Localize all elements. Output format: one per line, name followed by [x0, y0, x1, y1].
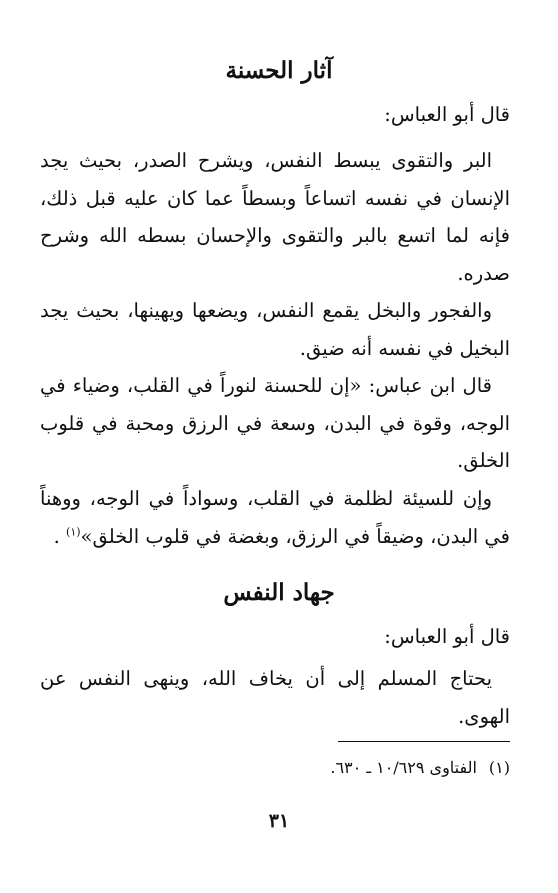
section-1-paragraph-2: والفجور والبخل يقمع النفس، ويضعها ويهينها، بحيث يجد البخيل في نفسه أنه ضيق. [40, 299, 510, 360]
paragraph-4-text: وإن للسيئة لظلمة في القلب، وسواداً في الوجه، ووهناً في البدن، وضيقاً في الرزق، وبغضة في قلوب الخلق» [40, 487, 510, 548]
footnote-number: (١) [488, 758, 510, 777]
section-1-paragraph-3: قال ابن عباس: «إن للحسنة لنوراً في القلب، وضياء في الوجه، وقوة في البدن، وسعة في الرزق ومحبة في قلوب الخلق. [40, 374, 510, 472]
footnote-marker: (١) [66, 525, 81, 538]
section-title-jihad-al-nafs: جهاد النفس [223, 579, 335, 606]
section-1-intro: قال أبو العباس: [384, 103, 510, 126]
section-2-intro: قال أبو العباس: [384, 625, 510, 648]
footnote-text: الفتاوى ١٠/٦٢٩ ـ ٦٣٠. [330, 758, 477, 777]
section-1-paragraph-1: البر والتقوى يبسط النفس، ويشرح الصدر، بحيث يجد الإنسان في نفسه اتساعاً وبسطاً عما كان عليه قبل ذلك، فإنه لما اتسع بالبر والتقوى والإحسان بسطه الله وشرح صدره. [40, 149, 510, 285]
section-1-paragraph-4 [40, 480, 510, 555]
footnote [60, 756, 510, 780]
paragraph-4-closing: . [53, 524, 60, 548]
section-title-athar-al-hasana: آثار الحسنة [225, 57, 333, 84]
page-number: ٣١ [268, 810, 290, 832]
footnote-divider [338, 741, 510, 742]
section-2-paragraph-1: يحتاج المسلم إلى أن يخاف الله، وينهى النفس عن الهوى. [40, 667, 510, 728]
